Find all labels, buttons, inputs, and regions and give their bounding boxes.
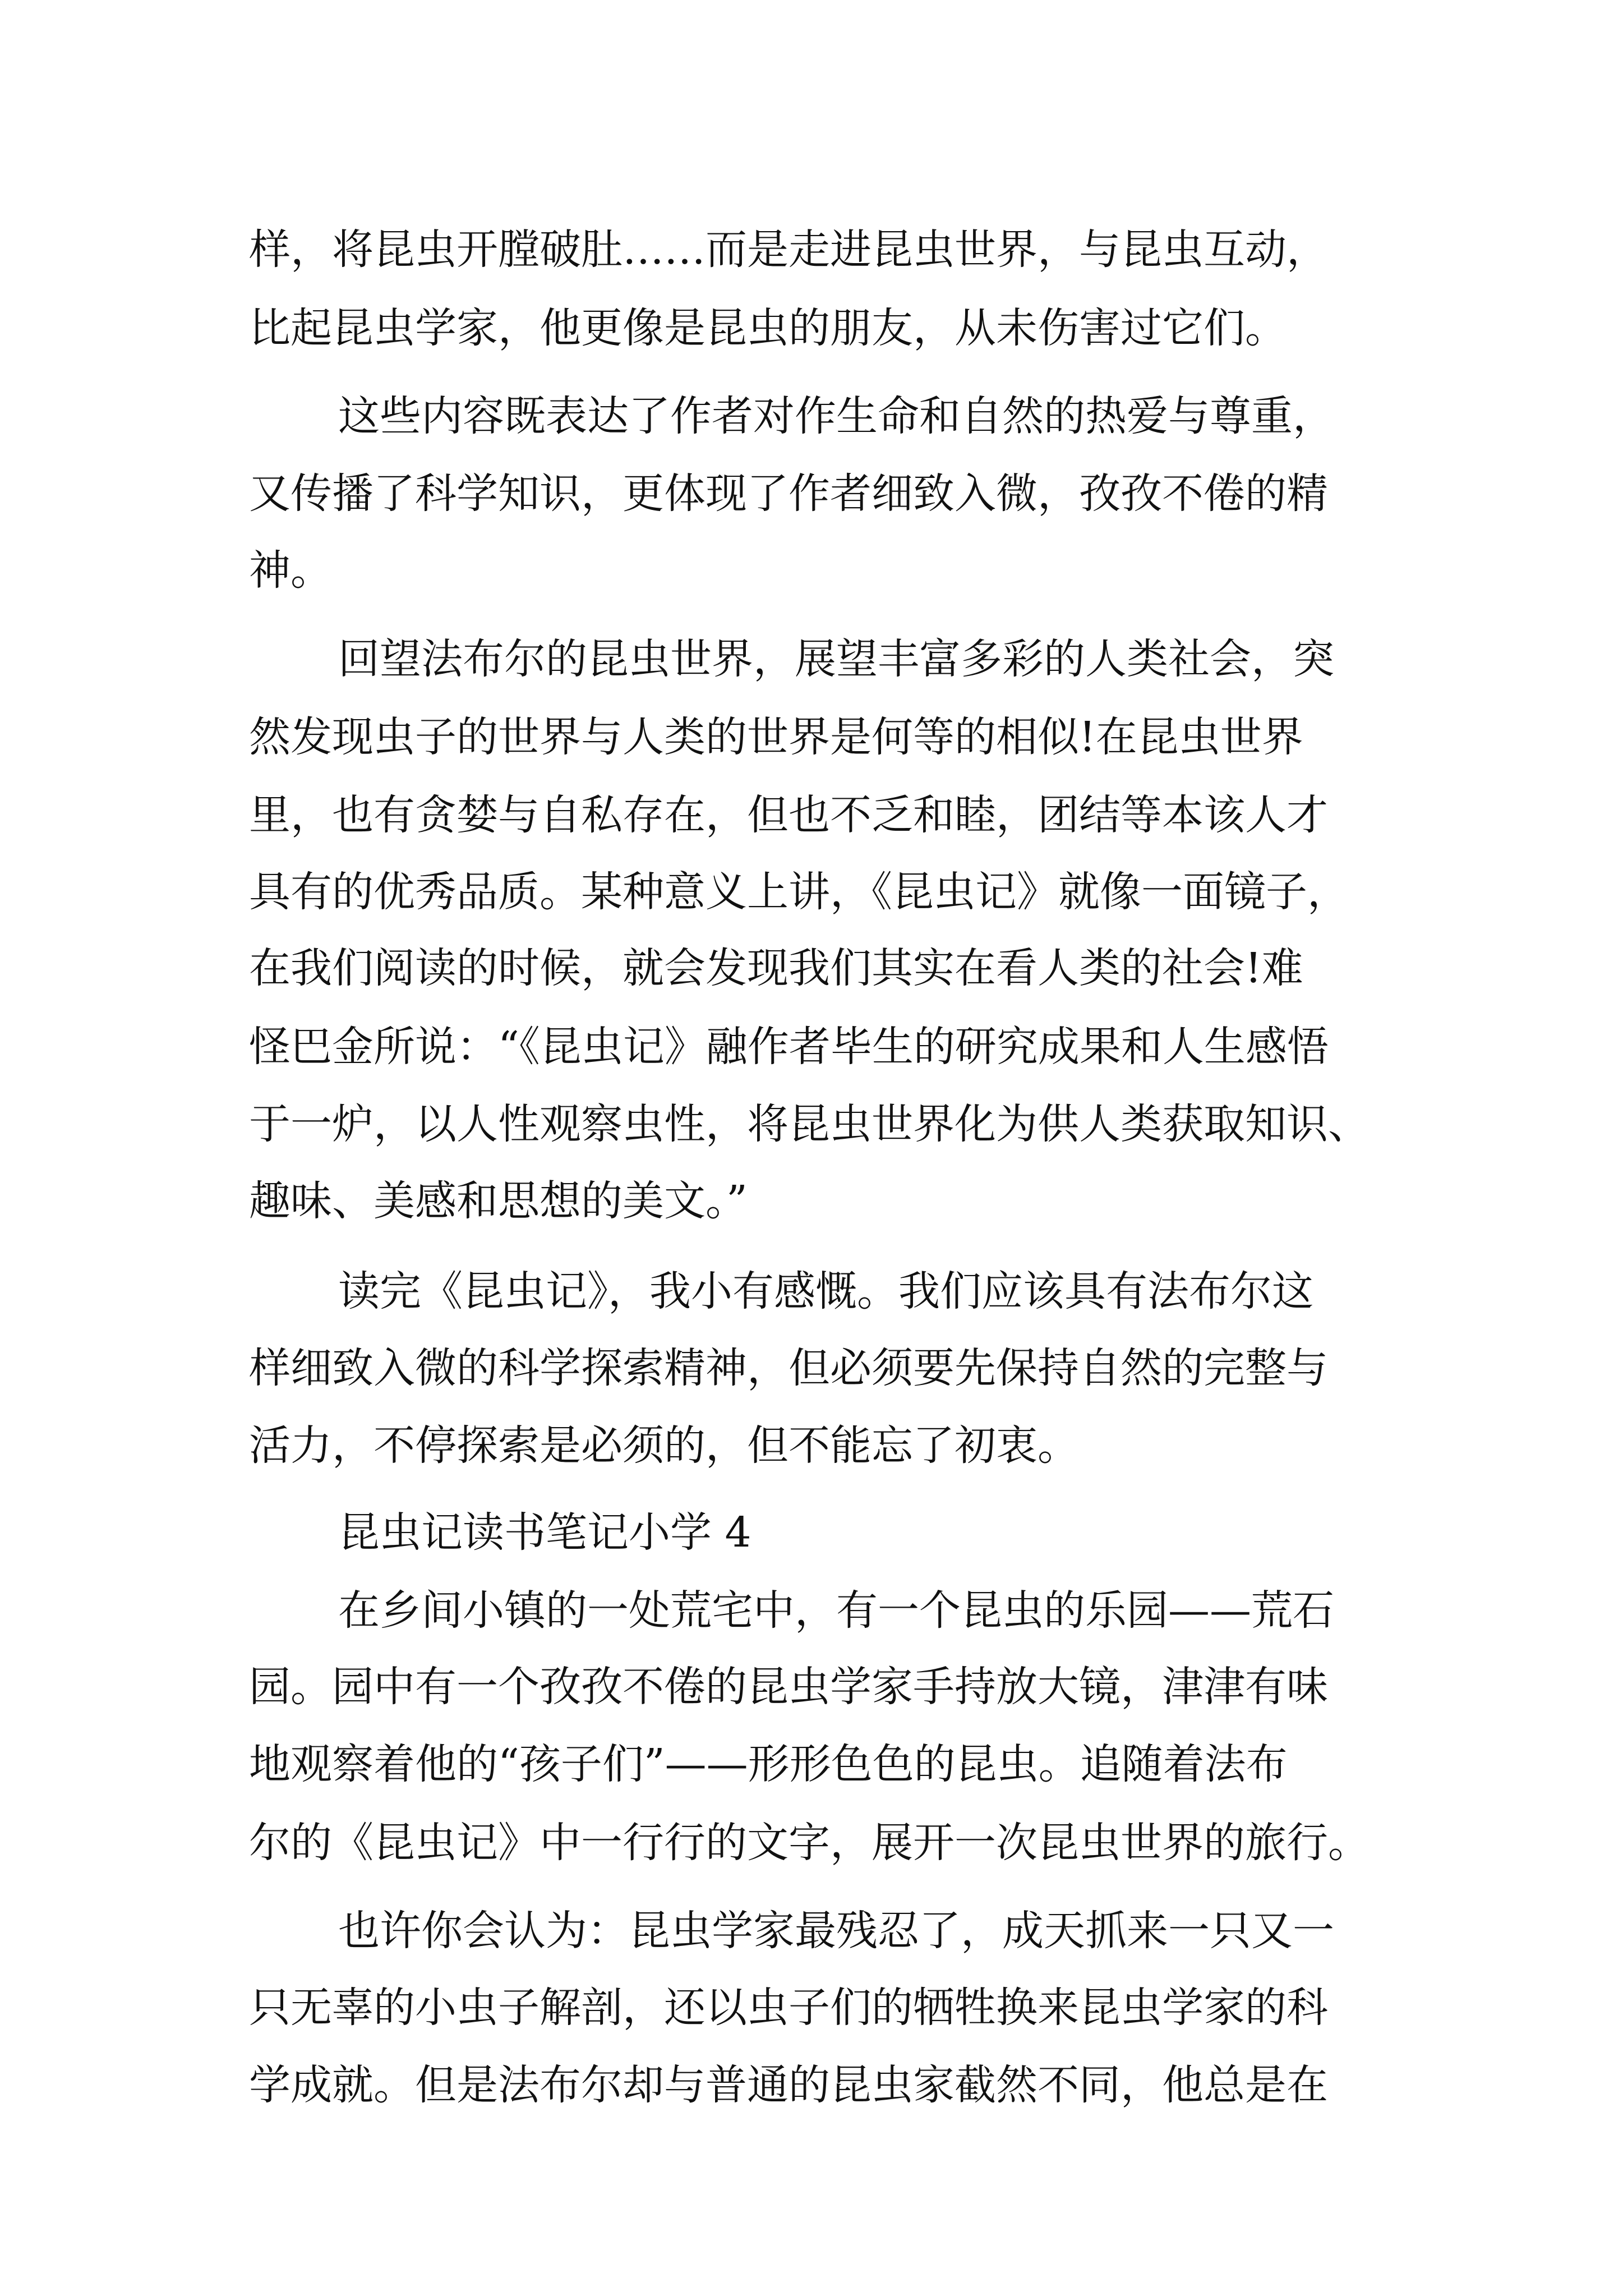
paragraph-line — [0, 625, 1623, 693]
line-text: 又传播了科学知识，更体现了作者细致入微，孜孜不倦的精 — [249, 470, 1328, 518]
paragraph-line — [0, 537, 1623, 604]
section-heading — [0, 1499, 1623, 1566]
line-text: 具有的优秀品质。某种意义上讲，《昆虫记》就像一面镜子， — [249, 868, 1349, 916]
paragraph-line — [0, 1577, 1623, 1644]
line-text: 学成就。但是法布尔却与普通的昆虫家截然不同，他总是在 — [249, 2061, 1328, 2109]
line-text: 尔的《昆虫记》中一行行的文字，展开一次昆虫世界的旅行。 — [249, 1819, 1370, 1867]
paragraph-line — [0, 216, 1623, 283]
line-text: 比起昆虫学家，他更像是昆虫的朋友，从未伤害过它们。 — [249, 304, 1287, 352]
paragraph-line — [0, 703, 1623, 771]
paragraph-line — [0, 858, 1623, 926]
line-text: 在我们阅读的时候，就会发现我们其实在看人类的社会!难 — [249, 944, 1303, 992]
section-heading-text: 昆虫记读书笔记小学 4 — [338, 1508, 751, 1557]
line-text: 地观察着他的“孩子们”——形形色色的昆虫。追随着法布 — [249, 1740, 1288, 1788]
line-text: 里，也有贪婪与自私存在，但也不乏和睦，团结等本该人才 — [249, 791, 1328, 839]
line-text: 园。园中有一个孜孜不倦的昆虫学家手持放大镜，津津有味 — [249, 1663, 1328, 1711]
line-text: 只无辜的小虫子解剖，还以虫子们的牺牲换来昆虫学家的科 — [249, 1984, 1328, 2032]
paragraph-line — [0, 295, 1623, 362]
paragraph-line — [0, 1335, 1623, 1402]
paragraph-line — [0, 781, 1623, 849]
line-text: 样细致入微的科学探索精神，但必须要先保持自然的完整与 — [249, 1344, 1328, 1392]
paragraph-line — [0, 460, 1623, 527]
paragraph-line — [0, 1731, 1623, 1798]
paragraph-line — [0, 1412, 1623, 1479]
line-text: 怪巴金所说：“《昆虫记》融作者毕生的研究成果和人生感悟 — [249, 1023, 1329, 1071]
paragraph-line — [0, 1897, 1623, 1964]
paragraph-line — [0, 1013, 1623, 1080]
line-text: 活力，不停探索是必须的，但不能忘了初衷。 — [249, 1421, 1079, 1470]
paragraph-line — [0, 1258, 1623, 1325]
paragraph-line — [0, 1809, 1623, 1876]
paragraph-line — [0, 1091, 1623, 1158]
line-text: 神。 — [249, 546, 332, 595]
paragraph-line — [0, 1653, 1623, 1720]
line-text: 也许你会认为：昆虫学家最残忍了，成天抓来一只又一 — [338, 1907, 1334, 1955]
line-text: 样，将昆虫开膛破肚……而是走进昆虫世界，与昆虫互动， — [249, 226, 1328, 274]
line-text: 然发现虫子的世界与人类的世界是何等的相似!在昆虫世界 — [249, 713, 1303, 761]
paragraph-line — [0, 1974, 1623, 2041]
line-text: 于一炉，以人性观察虫性，将昆虫世界化为供人类获取知识、 — [249, 1100, 1370, 1148]
paragraph-line — [0, 1167, 1623, 1235]
line-text: 读完《昆虫记》，我小有感慨。我们应该具有法布尔这 — [338, 1267, 1313, 1315]
line-text: 趣味、美感和思想的美文。” — [249, 1177, 748, 1225]
line-text: 在乡间小镇的一处荒宅中，有一个昆虫的乐园——荒石 — [338, 1586, 1334, 1635]
line-text: 回望法布尔的昆虫世界，展望丰富多彩的人类社会，突 — [338, 635, 1334, 683]
paragraph-line — [0, 383, 1623, 450]
paragraph-line — [0, 935, 1623, 1002]
paragraph-line — [0, 2051, 1623, 2119]
line-text: 这些内容既表达了作者对作生命和自然的热爱与尊重， — [338, 392, 1334, 440]
